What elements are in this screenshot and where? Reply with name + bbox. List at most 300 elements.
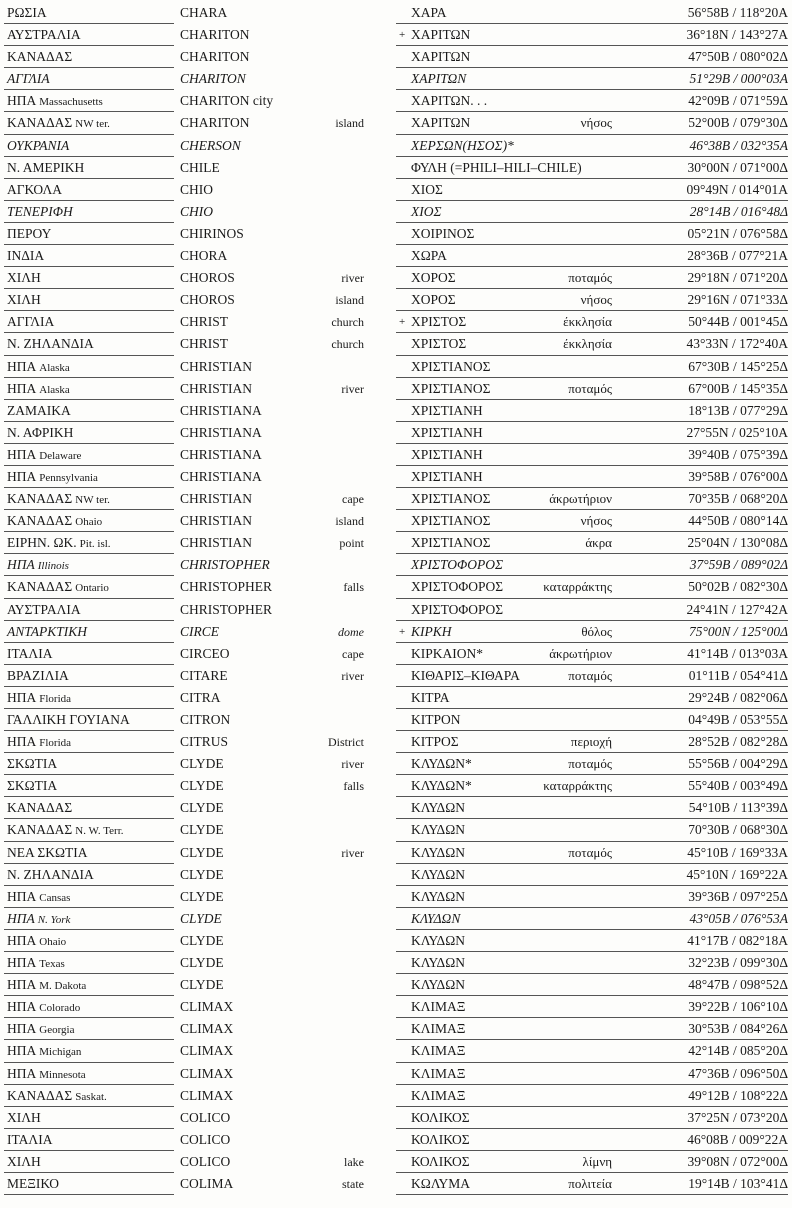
coordinates-cell: 41°14B / 013°03A [687,645,788,661]
country-cell [7,157,87,180]
place-name-cell: CITRUS [180,734,229,750]
greek-name-cell: ΧΡΙΣΤΙΑΝΟΣ [411,380,491,396]
coordinates-cell: 39°22B / 106°10Δ [688,999,788,1015]
greek-name-cell: ΚΛΥΔΩΝ [411,888,466,904]
greek-name-cell: ΧΑΡΙΤΩΝ. . . [411,93,488,109]
country-label: ΗΠΑ [7,977,37,993]
coordinates-cell: 75°00N / 125°00Δ [689,623,788,639]
table-row [0,135,792,157]
table-row [0,400,792,422]
country-cell [7,422,76,445]
country-label: ΗΠΑ [7,468,37,484]
country-cell [7,643,55,666]
gazetteer-table [0,2,792,1195]
place-name-cell: CLYDE [180,800,224,816]
place-name-cell: CHRISTIANA [180,424,262,440]
country-cell [7,378,70,401]
coordinates-cell: 67°00B / 145°35Δ [688,380,788,396]
country-cell [7,1129,55,1152]
country-label: ΙΝΔΙΑ [7,248,45,264]
greek-name-cell: ΧΡΙΣΤΙΑΝΟΣ [411,535,491,551]
country-cell [7,1151,44,1174]
region-label: Illinois [37,560,69,573]
table-row [0,1018,792,1040]
coordinates-cell: 28°36B / 077°21A [687,248,788,264]
region-label: N. W. Terr. [75,825,124,838]
place-name-cell: CLIMAX [180,999,234,1015]
greek-name-cell: ΧΡΙΣΤΟΦΟΡΟΣ [411,579,504,595]
place-name-cell: CHRISTIAN [180,380,253,396]
place-name-cell: CLYDE [180,888,224,904]
country-label: ΤΕΝΕΡΙΦΗ [7,203,73,219]
greek-name-cell: ΧΟΡΟΣ [411,270,456,286]
place-name-cell: CHARITON [180,115,250,131]
region-label: Cansas [39,891,71,904]
place-name-cell: CHOROS [180,270,235,286]
country-cell [7,576,109,599]
table-row [0,864,792,886]
greek-name-cell: ΧΟΙΡΙΝΟΣ [411,225,475,241]
region-label: Texas [39,958,65,971]
country-label: ΧΙΛΗ [7,1109,41,1125]
greek-name-cell: ΧΡΙΣΤΟΦΟΡΟΣ [411,557,504,573]
table-row [0,886,792,908]
greek-name-cell: ΚΛΥΔΩΝ [411,866,466,882]
country-label: ΚΑΝΑΔΑΣ [7,491,73,507]
country-label: ΑΝΤΑΡΚΤΙΚΗ [7,623,88,639]
place-name-cell: CHERSON [180,137,241,153]
country-cell [7,24,84,47]
country-label: ΑΓΚΟΛΑ [7,181,63,197]
greek-type-cell: νήσος [580,292,612,308]
table-row [0,1129,792,1151]
coordinates-cell: 32°23B / 099°30Δ [688,955,788,971]
country-cell [7,1173,62,1196]
place-name-cell: CHARA [180,5,228,20]
coordinates-cell: 50°02B / 082°30Δ [688,579,788,595]
greek-name-cell: ΚΛΥΔΩΝ [411,910,461,926]
region-label: NW ter. [75,118,110,131]
coordinates-cell: 51°29B / 000°03A [689,71,788,87]
greek-name-cell: ΧΙΟΣ [411,203,442,219]
coordinates-cell: 29°16N / 071°33Δ [687,292,788,308]
greek-name-cell: ΧΑΡΙΤΩΝ [411,49,471,65]
feature-type-cell: river [341,668,364,683]
greek-name-cell: ΚΙΤΡΟΣ [411,734,459,750]
place-name-cell: CLYDE [180,756,224,772]
country-cell [7,90,103,113]
coordinates-cell: 56°58B / 118°20A [687,5,788,20]
country-label: ΑΓΓΛΙΑ [7,314,55,330]
feature-type-cell: church [331,337,364,352]
table-row [0,311,792,333]
greek-name-cell: ΧΩΡΑ [411,248,447,264]
greek-name-cell: ΚΛΥΔΩΝ* [411,778,472,794]
coordinates-cell: 30°53B / 084°26Δ [688,1021,788,1037]
greek-name-cell: ΚΛΙΜΑΞ [411,1087,466,1103]
country-cell [7,466,98,489]
feature-type-cell: island [335,293,364,308]
country-cell [7,908,70,931]
country-cell [7,112,110,135]
country-cell [7,797,75,820]
table-row [0,974,792,996]
country-label: ΚΑΝΑΔΑΣ [7,49,73,65]
coordinates-cell: 45°10B / 169°33A [687,844,788,860]
place-name-cell: CHARITON city [180,93,274,109]
greek-name-cell: ΧΡΙΣΤΙΑΝΟΣ [411,513,491,529]
region-label: NW ter. [75,494,110,507]
country-label: ΣΚΩΤΙΑ [7,778,58,794]
coordinates-cell: 47°36B / 096°50Δ [688,1065,788,1081]
greek-name-cell: ΧΡΙΣΤΟΣ [411,336,467,352]
place-name-cell: CLYDE [180,955,224,971]
table-row [0,842,792,864]
country-label: ΗΠΑ [7,999,37,1015]
place-name-cell: COLICO [180,1109,231,1125]
feature-type-cell: river [341,757,364,772]
country-cell [7,46,75,69]
coordinates-cell: 30°00N / 071°00Δ [687,159,788,175]
country-cell [7,709,133,732]
greek-name-cell: ΧΑΡΙΤΩΝ [411,115,471,131]
coordinates-cell: 39°40B / 075°39Δ [688,446,788,462]
greek-name-cell: ΚΛΥΔΩΝ* [411,756,472,772]
country-label: ΗΠΑ [7,689,37,705]
greek-name-cell: ΚΟΛΙΚΟΣ [411,1153,470,1169]
country-cell [7,488,110,511]
country-label: ΑΥΣΤΡΑΛΙΑ [7,27,81,43]
table-row [0,731,792,753]
feature-type-cell: river [341,381,364,396]
place-name-cell: CITRON [180,712,231,727]
country-cell [7,1040,81,1063]
place-name-cell: CHARITON [180,71,246,87]
coordinates-cell: 46°08B / 009°22A [687,1131,788,1147]
table-row [0,753,792,775]
region-label: Ontario [75,582,109,595]
table-row [0,179,792,201]
place-name-cell: COLIMA [180,1175,234,1191]
place-name-cell: CHRIST [180,314,229,330]
table-row [0,2,792,24]
feature-type-cell: District [328,735,364,750]
greek-name-cell: ΧΙΟΣ [411,181,443,197]
greek-name-cell: ΧΡΙΣΤΙΑΝΗ [411,446,483,462]
table-row [0,488,792,510]
place-name-cell: CLIMAX [180,1065,234,1081]
greek-name-cell: ΧΡΙΣΤΙΑΝΗ [411,468,483,484]
place-name-cell: CITRA [180,689,221,705]
coordinates-cell: 42°09B / 071°59Δ [688,93,788,109]
country-label: ΗΠΑ [7,1043,37,1059]
greek-type-cell: έκκλησία [563,314,612,330]
coordinates-cell: 19°14B / 103°41Δ [688,1175,788,1191]
greek-name-cell: ΚΙΤΡΟΝ [411,712,461,727]
coordinates-cell: 04°49B / 053°55Δ [688,712,788,727]
greek-type-cell: ποταμός [568,380,612,396]
feature-type-cell: falls [343,580,364,595]
coordinates-cell: 39°58B / 076°00Δ [688,468,788,484]
region-label: Pennsylvania [39,471,98,484]
country-label: ΧΙΛΗ [7,1153,41,1169]
country-cell [7,753,60,776]
table-row [0,157,792,179]
place-name-cell: CHILE [180,159,220,175]
coordinates-cell: 24°41N / 127°42A [686,601,788,617]
table-row [0,930,792,952]
greek-name-cell: ΚΛΙΜΑΞ [411,999,466,1015]
feature-type-cell: lake [344,1154,364,1169]
place-name-cell: COLICO [180,1153,231,1169]
greek-name-cell: ΧΡΙΣΤΙΑΝΟΣ [411,358,491,374]
coordinates-cell: 29°18N / 071°20Δ [687,270,788,286]
greek-type-cell: νήσος [580,513,612,529]
table-row [0,510,792,532]
coordinates-cell: 41°17B / 082°18A [687,932,788,948]
greek-name-cell: ΚΙΡΚΗ [411,623,452,639]
table-row [0,621,792,643]
country-cell [7,1085,107,1108]
table-row [0,201,792,223]
greek-type-cell: καταρράκτης [543,579,612,595]
feature-type-cell: cape [342,646,364,661]
region-label: Alaska [39,361,70,374]
place-name-cell: CHRISTIANA [180,446,262,462]
coordinates-cell: 18°13B / 077°29Δ [688,402,788,418]
feature-type-cell: falls [343,779,364,794]
country-label: ΕΙΡΗΝ. ΩΚ. [7,535,77,551]
table-row [0,1151,792,1173]
country-cell [7,665,72,688]
table-row [0,1040,792,1062]
table-row [0,333,792,355]
table-row [0,223,792,245]
greek-type-cell: έκκλησία [563,336,612,352]
country-cell [7,731,71,754]
country-cell [7,775,60,798]
greek-name-cell: ΚΛΥΔΩΝ [411,844,466,860]
greek-name-cell: ΚΛΥΔΩΝ [411,932,466,948]
table-row [0,289,792,311]
greek-type-cell: άκρωτήριον [549,491,612,507]
greek-type-cell: ποταμός [568,756,612,772]
country-cell [7,201,76,224]
marker-cell: + [399,316,406,329]
place-name-cell: CLYDE [180,822,224,838]
region-label: Colorado [39,1002,81,1015]
region-label: Michigan [39,1046,82,1059]
greek-name-cell: ΧΡΙΣΤΟΦΟΡΟΣ [411,601,504,617]
region-label: Florida [39,692,72,705]
place-name-cell: CHORA [180,248,228,264]
greek-type-cell: ποταμός [568,270,612,286]
place-name-cell: CHRISTIAN [180,513,253,529]
country-cell [7,179,65,202]
feature-type-cell: church [331,315,364,330]
table-row [0,908,792,930]
greek-name-cell: ΚΟΛΙΚΟΣ [411,1131,470,1147]
place-name-cell: CHIRINOS [180,225,244,241]
country-cell [7,245,47,268]
country-label: ΚΑΝΑΔΑΣ [7,115,73,131]
greek-type-cell: περιοχή [570,734,612,750]
country-label: ΚΑΝΑΔΑΣ [7,513,73,529]
country-cell [7,289,44,312]
country-cell [7,554,69,577]
table-row [0,1107,792,1129]
place-name-cell: CHRISTIAN [180,358,253,374]
feature-type-cell: cape [342,492,364,507]
place-name-cell: CHRISTIAN [180,535,253,551]
country-cell [7,886,70,909]
marker-cell: + [399,29,406,42]
greek-name-cell: ΚΛΙΜΑΞ [411,1021,466,1037]
coordinates-cell: 47°50B / 080°02Δ [688,49,788,65]
greek-name-cell: ΧΑΡΙΤΩΝ [411,71,467,87]
country-cell [7,842,91,865]
country-label: Ν. ΖΗΛΑΝΔΙΑ [7,336,94,352]
greek-name-cell: ΧΕΡΣΩΝ(ΗΣΟΣ)* [411,137,514,153]
coordinates-cell: 45°10N / 169°22A [686,866,788,882]
table-row [0,643,792,665]
coordinates-cell: 43°05B / 076°53A [689,910,788,926]
coordinates-cell: 70°30B / 068°30Δ [688,822,788,838]
coordinates-cell: 67°30B / 145°25Δ [688,358,788,374]
country-cell [7,599,84,622]
country-label: ΧΙΛΗ [7,292,41,308]
coordinates-cell: 01°11B / 054°41Δ [688,667,788,683]
country-label: ΧΙΛΗ [7,270,41,286]
feature-type-cell: island [335,116,364,131]
coordinates-cell: 49°12B / 108°22Δ [688,1087,788,1103]
place-name-cell: CHRISTOPHER [180,579,273,595]
coordinates-cell: 70°35B / 068°20Δ [688,491,788,507]
coordinates-cell: 29°24B / 082°06Δ [688,689,788,705]
country-cell [7,996,80,1019]
region-label: Ohaio [39,935,67,948]
greek-name-cell: ΧΡΙΣΤΙΑΝΗ [411,402,483,418]
table-row [0,797,792,819]
greek-type-cell: ποταμός [568,844,612,860]
region-label: N. York [37,913,71,926]
country-label: ΠΕΡΟΥ [7,225,52,241]
greek-type-cell: θόλος [581,623,612,639]
country-cell [7,267,44,290]
table-row [0,775,792,797]
coordinates-cell: 25°04N / 130°08Δ [687,535,788,551]
country-label: ΗΠΑ [7,380,37,396]
table-row [0,24,792,46]
place-name-cell: CLYDE [180,866,224,882]
place-name-cell: CIRCEO [180,645,230,661]
greek-name-cell: ΚΛΥΔΩΝ [411,955,466,971]
place-name-cell: COLICO [180,1131,231,1147]
greek-type-cell: πολιτεία [568,1175,612,1191]
coordinates-cell: 37°59B / 089°02Δ [689,557,788,573]
place-name-cell: CHRISTIAN [180,491,253,507]
table-row [0,599,792,621]
country-cell [7,2,50,25]
country-cell [7,1018,74,1041]
table-row [0,245,792,267]
greek-type-cell: άκρωτήριον [549,645,612,661]
country-label: ΗΠΑ [7,1021,37,1037]
country-label: ΗΠΑ [7,358,37,374]
place-name-cell: CLYDE [180,977,224,993]
country-cell [7,819,124,842]
country-label: Ν. ΑΜΕΡΙΚΗ [7,159,85,175]
country-label: ΓΑΛΛΙΚΗ ΓΟΥΙΑΝΑ [7,712,130,727]
region-label: Georgia [39,1024,75,1037]
greek-type-cell: άκρα [585,535,612,551]
feature-type-cell: state [342,1176,364,1191]
country-cell [7,532,111,555]
greek-name-cell: ΧΑΡΑ [411,5,447,20]
greek-name-cell: ΦΥΛΗ (=PHILI–HILI–CHILE) [411,159,582,175]
region-label: Pit. isl. [79,538,111,551]
marker-cell: + [399,625,406,638]
country-label: ΗΠΑ [7,557,35,573]
table-row [0,532,792,554]
greek-type-cell: καταρράκτης [543,778,612,794]
country-cell [7,687,71,710]
coordinates-cell: 42°14B / 085°20Δ [688,1043,788,1059]
table-row [0,952,792,974]
greek-type-cell: ποταμός [568,667,612,683]
coordinates-cell: 52°00B / 079°30Δ [688,115,788,131]
greek-name-cell: ΚΙΘΑΡΙΣ–ΚΙΘΑΡΑ [411,667,520,683]
country-cell [7,356,70,379]
feature-type-cell: island [335,514,364,529]
country-cell [7,400,74,423]
country-cell [7,333,97,356]
coordinates-cell: 44°50B / 080°14Δ [688,513,788,529]
place-name-cell: CIRCE [180,623,219,639]
country-label: ΗΠΑ [7,955,37,971]
country-label: ΗΠΑ [7,734,37,750]
country-label: ΑΓΓΛΙΑ [7,71,50,87]
greek-name-cell: ΧΟΡΟΣ [411,292,456,308]
place-name-cell: CHARITON [180,27,250,43]
place-name-cell: CLYDE [180,910,222,926]
coordinates-cell: 37°25N / 073°20Δ [687,1109,788,1125]
region-label: Saskat. [75,1090,107,1103]
coordinates-cell: 36°18N / 143°27A [686,27,788,43]
greek-name-cell: ΚΛΥΔΩΝ [411,822,466,838]
country-cell [7,1063,86,1086]
coordinates-cell: 55°56B / 004°29Δ [688,756,788,772]
table-row [0,46,792,68]
table-row [0,687,792,709]
table-row [0,1063,792,1085]
greek-name-cell: ΧΡΙΣΤΟΣ [411,314,467,330]
place-name-cell: CLYDE [180,778,224,794]
country-label: ΖΑΜΑΙΚΑ [7,402,71,418]
region-label: M. Dakota [39,980,87,993]
country-cell [7,68,53,91]
region-label: Delaware [39,449,82,462]
country-label: ΗΠΑ [7,932,37,948]
region-label: Alaska [39,383,70,396]
place-name-cell: CLIMAX [180,1087,234,1103]
place-name-cell: CHRISTIANA [180,402,262,418]
region-label: Ohaio [75,516,103,529]
table-row [0,576,792,598]
country-label: ΝΕΑ ΣΚΩΤΙΑ [7,844,88,860]
greek-type-cell: νήσος [580,115,612,131]
place-name-cell: CHIO [180,203,213,219]
